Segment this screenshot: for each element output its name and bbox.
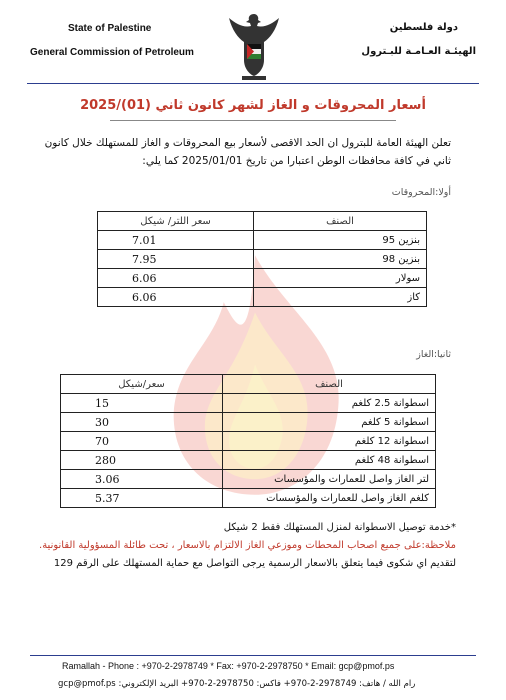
table-row [98, 269, 427, 288]
table-row [61, 394, 436, 413]
item-name: اسطوانة 5 كلغم [223, 413, 436, 432]
col-name-header: الصنف [223, 375, 436, 394]
commission-name-en: General Commission of Petroleum [30, 47, 194, 58]
state-name-en: State of Palestine [68, 23, 152, 34]
table-row [98, 250, 427, 269]
header-english [30, 17, 194, 65]
fuel-price-table [97, 211, 427, 307]
fuel-section-heading: أولا:المحروقات [391, 187, 451, 198]
item-name: كاز [254, 288, 427, 307]
table-header-row [98, 212, 427, 231]
item-name: اسطوانة 48 كلغم [223, 451, 436, 470]
item-price: 5.37 [61, 489, 223, 508]
table-row [61, 432, 436, 451]
item-name: كلغم الغاز واصل للعمارات والمؤسسات [223, 489, 436, 508]
item-name: سولار [254, 269, 427, 288]
item-name: لتر الغاز واصل للعمارات والمؤسسات [223, 470, 436, 489]
state-name-ar: دولة فلسطين [389, 22, 458, 33]
table-row [61, 489, 436, 508]
complaints-note: لتقديم اي شكوى فيما يتعلق بالاسعار الرسمية يرجى التواصل مع حماية المستهلك على الرقم 129 [53, 558, 456, 569]
item-name: بنزين 95 [254, 231, 427, 250]
gas-price-table [60, 374, 436, 508]
item-price: 30 [61, 413, 223, 432]
table-row [61, 451, 436, 470]
item-price: 280 [61, 451, 223, 470]
item-price: 7.01 [98, 231, 254, 250]
col-price-header: سعر اللتر/ شيكل [98, 212, 254, 231]
palestine-emblem-icon [226, 10, 282, 82]
item-price: 7.95 [98, 250, 254, 269]
header-arabic [361, 16, 476, 64]
item-price: 6.06 [98, 288, 254, 307]
item-name: بنزين 98 [254, 250, 427, 269]
table-row [98, 288, 427, 307]
table-row [61, 413, 436, 432]
table-row [98, 231, 427, 250]
header-divider [27, 83, 479, 84]
delivery-note: *خدمة توصيل الاسطوانة لمنزل المستهلك فقط 2 شيكل [223, 522, 456, 533]
item-price: 3.06 [61, 470, 223, 489]
commission-name-ar: الهيئـة العـامـة للبـترول [361, 46, 476, 57]
intro-paragraph: تعلن الهيئة العامة للبترول ان الحد الاقصى لأسعار بيع المحروقات و الغاز للمستهلك خلال كانون ثاني في كافة محافظات الوطن اعتبارا من تاريخ 2025/01/01 كما يلي: [44, 137, 451, 167]
title-underline [110, 120, 396, 121]
col-price-header: سعر/شيكل [61, 375, 223, 394]
table-row [61, 470, 436, 489]
col-name-header: الصنف [254, 212, 427, 231]
footer-divider [30, 655, 476, 656]
item-price: 70 [61, 432, 223, 451]
item-name: اسطوانة 2.5 كلغم [223, 394, 436, 413]
legal-remark: ملاحظة:على جميع اصحاب المحطات وموزعي الغاز الالتزام بالاسعار ، تحت طائلة المسؤولية القانونية. [39, 540, 456, 551]
page-title: أسعار المحروقات و الغاز لشهر كانون ثاني (01)/2025 [80, 98, 426, 113]
gas-section-heading: ثانيا:الغاز [416, 349, 451, 360]
footer-contact-ar: رام الله / هاتف: 2978749-2-970+ فاكس: 2978750-2-970+ البريد الإلكتروني: gcp@pmof.ps [58, 679, 416, 689]
table-header-row [61, 375, 436, 394]
item-price: 15 [61, 394, 223, 413]
item-name: اسطوانة 12 كلغم [223, 432, 436, 451]
item-price: 6.06 [98, 269, 254, 288]
footer-contact-en: Ramallah - Phone : +970-2-2978749 * Fax: +970-2-2978750 * Email: gcp@pmof.ps [62, 661, 395, 671]
